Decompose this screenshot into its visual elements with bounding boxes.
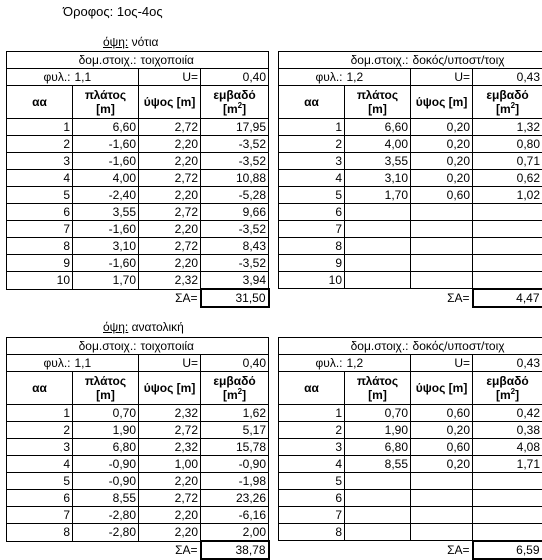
fyl-value: 1,2 bbox=[345, 69, 411, 86]
row-width: -1,60 bbox=[73, 136, 139, 153]
row-index: 2 bbox=[7, 136, 73, 153]
area-table bbox=[278, 337, 542, 560]
row-index: 6 bbox=[7, 204, 73, 221]
total-spacer bbox=[7, 541, 139, 559]
area-label: εμβαδό bbox=[213, 374, 255, 388]
row-area: 1,71 bbox=[473, 456, 542, 473]
row-width: -1,60 bbox=[73, 153, 139, 170]
row-index: 4 bbox=[279, 456, 345, 473]
row-height: 2,20 bbox=[139, 473, 201, 490]
row-area: -3,52 bbox=[201, 221, 269, 238]
element-label: δομ.στοιχ.: bbox=[279, 338, 411, 355]
row-width: 6,60 bbox=[345, 119, 411, 136]
row-area: -0,90 bbox=[201, 456, 269, 473]
col-header-aa: αα bbox=[7, 372, 73, 405]
total-spacer bbox=[279, 289, 411, 307]
row-width: -2,80 bbox=[73, 524, 139, 542]
section-heading bbox=[103, 35, 158, 49]
table-row bbox=[7, 221, 269, 238]
row-index: 5 bbox=[279, 473, 345, 490]
row-width bbox=[345, 255, 411, 272]
element-value: τοιχοποιία bbox=[139, 338, 269, 355]
area-unit-close: ] bbox=[242, 388, 246, 402]
table-row bbox=[7, 473, 269, 490]
row-height: 0,20 bbox=[411, 456, 473, 473]
row-area: 1,02 bbox=[473, 187, 542, 204]
area-table bbox=[6, 51, 270, 308]
row-width: 6,60 bbox=[73, 119, 139, 136]
width-unit: [m] bbox=[368, 388, 387, 402]
total-label: ΣΑ= bbox=[139, 289, 201, 307]
row-area bbox=[473, 473, 542, 490]
table-row bbox=[7, 238, 269, 255]
element-value: τοιχοποιία bbox=[139, 52, 269, 69]
row-height: 1,00 bbox=[139, 456, 201, 473]
row-width: 1,70 bbox=[345, 187, 411, 204]
row-area bbox=[473, 255, 542, 272]
row-height: 2,20 bbox=[139, 255, 201, 272]
table-row bbox=[279, 456, 542, 473]
row-area bbox=[473, 490, 542, 507]
row-height bbox=[411, 507, 473, 524]
row-height: 2,72 bbox=[139, 170, 201, 187]
col-header-width bbox=[345, 372, 411, 405]
row-height: 0,60 bbox=[411, 439, 473, 456]
row-height: 0,60 bbox=[411, 187, 473, 204]
row-height: 2,72 bbox=[139, 422, 201, 439]
row-area: 0,80 bbox=[473, 136, 542, 153]
table-row bbox=[7, 187, 269, 204]
u-label: U= bbox=[411, 355, 473, 372]
area-unit: [m bbox=[496, 388, 511, 402]
width-label: πλάτος bbox=[85, 88, 126, 102]
row-index: 7 bbox=[7, 507, 73, 524]
row-height: 2,20 bbox=[139, 221, 201, 238]
row-width bbox=[345, 524, 411, 541]
row-index: 1 bbox=[279, 405, 345, 422]
table-row bbox=[279, 490, 542, 507]
row-width: -1,60 bbox=[73, 221, 139, 238]
row-index: 5 bbox=[7, 187, 73, 204]
row-index: 4 bbox=[7, 170, 73, 187]
element-value: δοκός/υποστ/τοιχ bbox=[411, 52, 542, 69]
row-index: 2 bbox=[279, 136, 345, 153]
row-height bbox=[411, 255, 473, 272]
table-row bbox=[279, 524, 542, 541]
row-index: 7 bbox=[7, 221, 73, 238]
row-height bbox=[411, 272, 473, 289]
col-header-height: ύψος [m] bbox=[411, 372, 473, 405]
area-unit: [m bbox=[223, 388, 238, 402]
row-width: 0,70 bbox=[73, 405, 139, 422]
row-height bbox=[411, 490, 473, 507]
area-unit-exp: 2 bbox=[238, 101, 242, 110]
row-area: 8,43 bbox=[201, 238, 269, 255]
table-row bbox=[279, 422, 542, 439]
total-label: ΣΑ= bbox=[411, 289, 473, 307]
area-unit: [m bbox=[496, 102, 511, 116]
table-row bbox=[7, 119, 269, 136]
col-header-height: ύψος [m] bbox=[411, 86, 473, 119]
table-row bbox=[279, 136, 542, 153]
area-table bbox=[278, 51, 542, 308]
row-index: 7 bbox=[279, 221, 345, 238]
width-label: πλάτος bbox=[357, 374, 398, 388]
width-unit: [m] bbox=[96, 102, 115, 116]
row-area bbox=[473, 272, 542, 289]
row-height: 2,20 bbox=[139, 507, 201, 524]
row-height: 2,32 bbox=[139, 272, 201, 290]
row-index: 1 bbox=[7, 405, 73, 422]
row-index: 8 bbox=[279, 524, 345, 541]
row-height: 2,20 bbox=[139, 153, 201, 170]
row-height: 0,20 bbox=[411, 422, 473, 439]
row-height: 0,20 bbox=[411, 136, 473, 153]
row-area: -5,28 bbox=[201, 187, 269, 204]
row-area bbox=[473, 204, 542, 221]
total-value: 31,50 bbox=[201, 289, 269, 307]
row-width: 6,80 bbox=[73, 439, 139, 456]
row-area bbox=[473, 507, 542, 524]
table-row bbox=[279, 187, 542, 204]
area-unit-exp: 2 bbox=[511, 101, 515, 110]
row-area bbox=[473, 221, 542, 238]
fyl-label: φυλ.: bbox=[279, 355, 345, 372]
table-row bbox=[279, 255, 542, 272]
total-label: ΣΑ= bbox=[139, 541, 201, 559]
table-row bbox=[7, 405, 269, 422]
table-row bbox=[7, 422, 269, 439]
row-index: 9 bbox=[279, 255, 345, 272]
row-area: 3,94 bbox=[201, 272, 269, 290]
row-area: 1,32 bbox=[473, 119, 542, 136]
col-header-area bbox=[473, 86, 542, 119]
table-row bbox=[279, 221, 542, 238]
row-area: 10,88 bbox=[201, 170, 269, 187]
table-row bbox=[7, 524, 269, 542]
row-index: 3 bbox=[7, 153, 73, 170]
row-index: 7 bbox=[279, 507, 345, 524]
table-row bbox=[279, 473, 542, 490]
row-index: 6 bbox=[279, 204, 345, 221]
row-area: -3,52 bbox=[201, 153, 269, 170]
table-row bbox=[279, 439, 542, 456]
row-index: 8 bbox=[7, 524, 73, 542]
u-value: 0,40 bbox=[201, 69, 269, 86]
row-width: -2,40 bbox=[73, 187, 139, 204]
table-row bbox=[7, 153, 269, 170]
row-width bbox=[345, 221, 411, 238]
element-label: δομ.στοιχ.: bbox=[7, 52, 139, 69]
fyl-label: φυλ.: bbox=[7, 355, 73, 372]
row-width: 3,55 bbox=[73, 204, 139, 221]
row-area bbox=[473, 238, 542, 255]
table-row bbox=[7, 490, 269, 507]
area-unit: [m bbox=[223, 102, 238, 116]
row-width: -0,90 bbox=[73, 456, 139, 473]
fyl-value: 1,2 bbox=[345, 355, 411, 372]
row-height: 0,20 bbox=[411, 119, 473, 136]
row-index: 6 bbox=[7, 490, 73, 507]
row-width bbox=[345, 238, 411, 255]
total-spacer bbox=[279, 541, 411, 559]
row-area: 0,38 bbox=[473, 422, 542, 439]
row-index: 1 bbox=[7, 119, 73, 136]
row-area: -1,98 bbox=[201, 473, 269, 490]
row-index: 2 bbox=[279, 422, 345, 439]
area-label: εμβαδό bbox=[213, 88, 255, 102]
element-label: δομ.στοιχ.: bbox=[7, 338, 139, 355]
row-height: 2,20 bbox=[139, 136, 201, 153]
row-index: 8 bbox=[7, 238, 73, 255]
row-height bbox=[411, 238, 473, 255]
row-index: 6 bbox=[279, 490, 345, 507]
area-label: εμβαδό bbox=[486, 88, 528, 102]
element-label: δομ.στοιχ.: bbox=[279, 52, 411, 69]
row-width: 1,90 bbox=[345, 422, 411, 439]
fyl-value: 1,1 bbox=[73, 355, 139, 372]
table-row bbox=[7, 456, 269, 473]
row-area: -6,16 bbox=[201, 507, 269, 524]
row-index: 10 bbox=[7, 272, 73, 290]
row-index: 5 bbox=[279, 187, 345, 204]
area-unit-exp: 2 bbox=[238, 387, 242, 396]
table-row bbox=[279, 153, 542, 170]
u-label: U= bbox=[139, 355, 201, 372]
row-width: 3,55 bbox=[345, 153, 411, 170]
row-area: 15,78 bbox=[201, 439, 269, 456]
row-width: -2,80 bbox=[73, 507, 139, 524]
row-height: 2,72 bbox=[139, 238, 201, 255]
u-label: U= bbox=[411, 69, 473, 86]
row-area bbox=[473, 524, 542, 541]
row-index: 5 bbox=[7, 473, 73, 490]
section-label: όψη: bbox=[103, 320, 128, 334]
row-width: 4,00 bbox=[73, 170, 139, 187]
row-height bbox=[411, 204, 473, 221]
row-area: 1,62 bbox=[201, 405, 269, 422]
row-area: 23,26 bbox=[201, 490, 269, 507]
row-index: 2 bbox=[7, 422, 73, 439]
fyl-value: 1,1 bbox=[73, 69, 139, 86]
col-header-area bbox=[201, 372, 269, 405]
row-width: 1,90 bbox=[73, 422, 139, 439]
table-row bbox=[279, 405, 542, 422]
row-width: -1,60 bbox=[73, 255, 139, 272]
page-title: Όροφος: 1ος-4ος bbox=[63, 4, 163, 19]
row-index: 8 bbox=[279, 238, 345, 255]
area-unit-close: ] bbox=[515, 388, 519, 402]
row-width bbox=[345, 507, 411, 524]
area-unit-close: ] bbox=[242, 102, 246, 116]
row-height: 2,20 bbox=[139, 524, 201, 542]
row-width: 6,80 bbox=[345, 439, 411, 456]
col-header-aa: αα bbox=[7, 86, 73, 119]
area-unit-close: ] bbox=[515, 102, 519, 116]
col-header-area bbox=[473, 372, 542, 405]
row-index: 9 bbox=[7, 255, 73, 272]
row-width: 4,00 bbox=[345, 136, 411, 153]
area-label: εμβαδό bbox=[486, 374, 528, 388]
col-header-width bbox=[73, 372, 139, 405]
section-name: νότια bbox=[132, 35, 159, 49]
row-area: 2,00 bbox=[201, 524, 269, 542]
width-label: πλάτος bbox=[85, 374, 126, 388]
row-height: 0,20 bbox=[411, 170, 473, 187]
col-header-aa: αα bbox=[279, 372, 345, 405]
area-table bbox=[6, 337, 270, 560]
row-width: 1,70 bbox=[73, 272, 139, 290]
row-height: 2,72 bbox=[139, 119, 201, 136]
col-header-area bbox=[201, 86, 269, 119]
row-area: 0,71 bbox=[473, 153, 542, 170]
total-value: 4,47 bbox=[473, 289, 542, 307]
row-height bbox=[411, 221, 473, 238]
row-index: 3 bbox=[7, 439, 73, 456]
row-width: 3,10 bbox=[73, 238, 139, 255]
row-width: -0,90 bbox=[73, 473, 139, 490]
col-header-aa: αα bbox=[279, 86, 345, 119]
fyl-label: φυλ.: bbox=[279, 69, 345, 86]
u-value: 0,40 bbox=[201, 355, 269, 372]
table-row bbox=[279, 119, 542, 136]
row-area: -3,52 bbox=[201, 136, 269, 153]
row-height: 2,72 bbox=[139, 204, 201, 221]
row-height: 0,60 bbox=[411, 405, 473, 422]
row-area: 9,66 bbox=[201, 204, 269, 221]
width-unit: [m] bbox=[368, 102, 387, 116]
u-value: 0,43 bbox=[473, 69, 542, 86]
row-height bbox=[411, 524, 473, 541]
row-area: -3,52 bbox=[201, 255, 269, 272]
table-row bbox=[7, 272, 269, 290]
table-row bbox=[279, 507, 542, 524]
width-label: πλάτος bbox=[357, 88, 398, 102]
row-height: 2,20 bbox=[139, 187, 201, 204]
table-row bbox=[279, 204, 542, 221]
u-value: 0,43 bbox=[473, 355, 542, 372]
table-row bbox=[279, 272, 542, 289]
col-header-width bbox=[345, 86, 411, 119]
row-index: 4 bbox=[279, 170, 345, 187]
area-unit-exp: 2 bbox=[511, 387, 515, 396]
col-header-width bbox=[73, 86, 139, 119]
row-area: 5,17 bbox=[201, 422, 269, 439]
row-width bbox=[345, 272, 411, 289]
section-heading bbox=[103, 320, 184, 334]
table-row bbox=[279, 238, 542, 255]
table-row bbox=[279, 170, 542, 187]
row-index: 3 bbox=[279, 439, 345, 456]
row-height: 2,72 bbox=[139, 490, 201, 507]
row-height bbox=[411, 473, 473, 490]
row-width bbox=[345, 490, 411, 507]
row-index: 1 bbox=[279, 119, 345, 136]
table-row bbox=[7, 439, 269, 456]
total-value: 6,59 bbox=[473, 541, 542, 559]
u-label: U= bbox=[139, 69, 201, 86]
row-index: 10 bbox=[279, 272, 345, 289]
row-index: 4 bbox=[7, 456, 73, 473]
row-width bbox=[345, 204, 411, 221]
table-row bbox=[7, 255, 269, 272]
col-header-height: ύψος [m] bbox=[139, 86, 201, 119]
total-spacer bbox=[7, 289, 139, 307]
table-row bbox=[7, 170, 269, 187]
row-width: 0,70 bbox=[345, 405, 411, 422]
row-width: 8,55 bbox=[73, 490, 139, 507]
table-row bbox=[7, 204, 269, 221]
fyl-label: φυλ.: bbox=[7, 69, 73, 86]
total-value: 38,78 bbox=[201, 541, 269, 559]
row-height: 2,32 bbox=[139, 439, 201, 456]
width-unit: [m] bbox=[96, 388, 115, 402]
row-index: 3 bbox=[279, 153, 345, 170]
row-area: 4,08 bbox=[473, 439, 542, 456]
row-height: 0,20 bbox=[411, 153, 473, 170]
row-height: 2,32 bbox=[139, 405, 201, 422]
element-value: δοκός/υποστ/τοιχ bbox=[411, 338, 542, 355]
row-width: 3,10 bbox=[345, 170, 411, 187]
row-area: 0,62 bbox=[473, 170, 542, 187]
table-row bbox=[7, 507, 269, 524]
section-label: όψη: bbox=[103, 35, 128, 49]
row-area: 17,95 bbox=[201, 119, 269, 136]
row-width: 8,55 bbox=[345, 456, 411, 473]
row-area: 0,42 bbox=[473, 405, 542, 422]
row-width bbox=[345, 473, 411, 490]
table-row bbox=[7, 136, 269, 153]
section-name: ανατολική bbox=[132, 320, 184, 334]
col-header-height: ύψος [m] bbox=[139, 372, 201, 405]
total-label: ΣΑ= bbox=[411, 541, 473, 559]
